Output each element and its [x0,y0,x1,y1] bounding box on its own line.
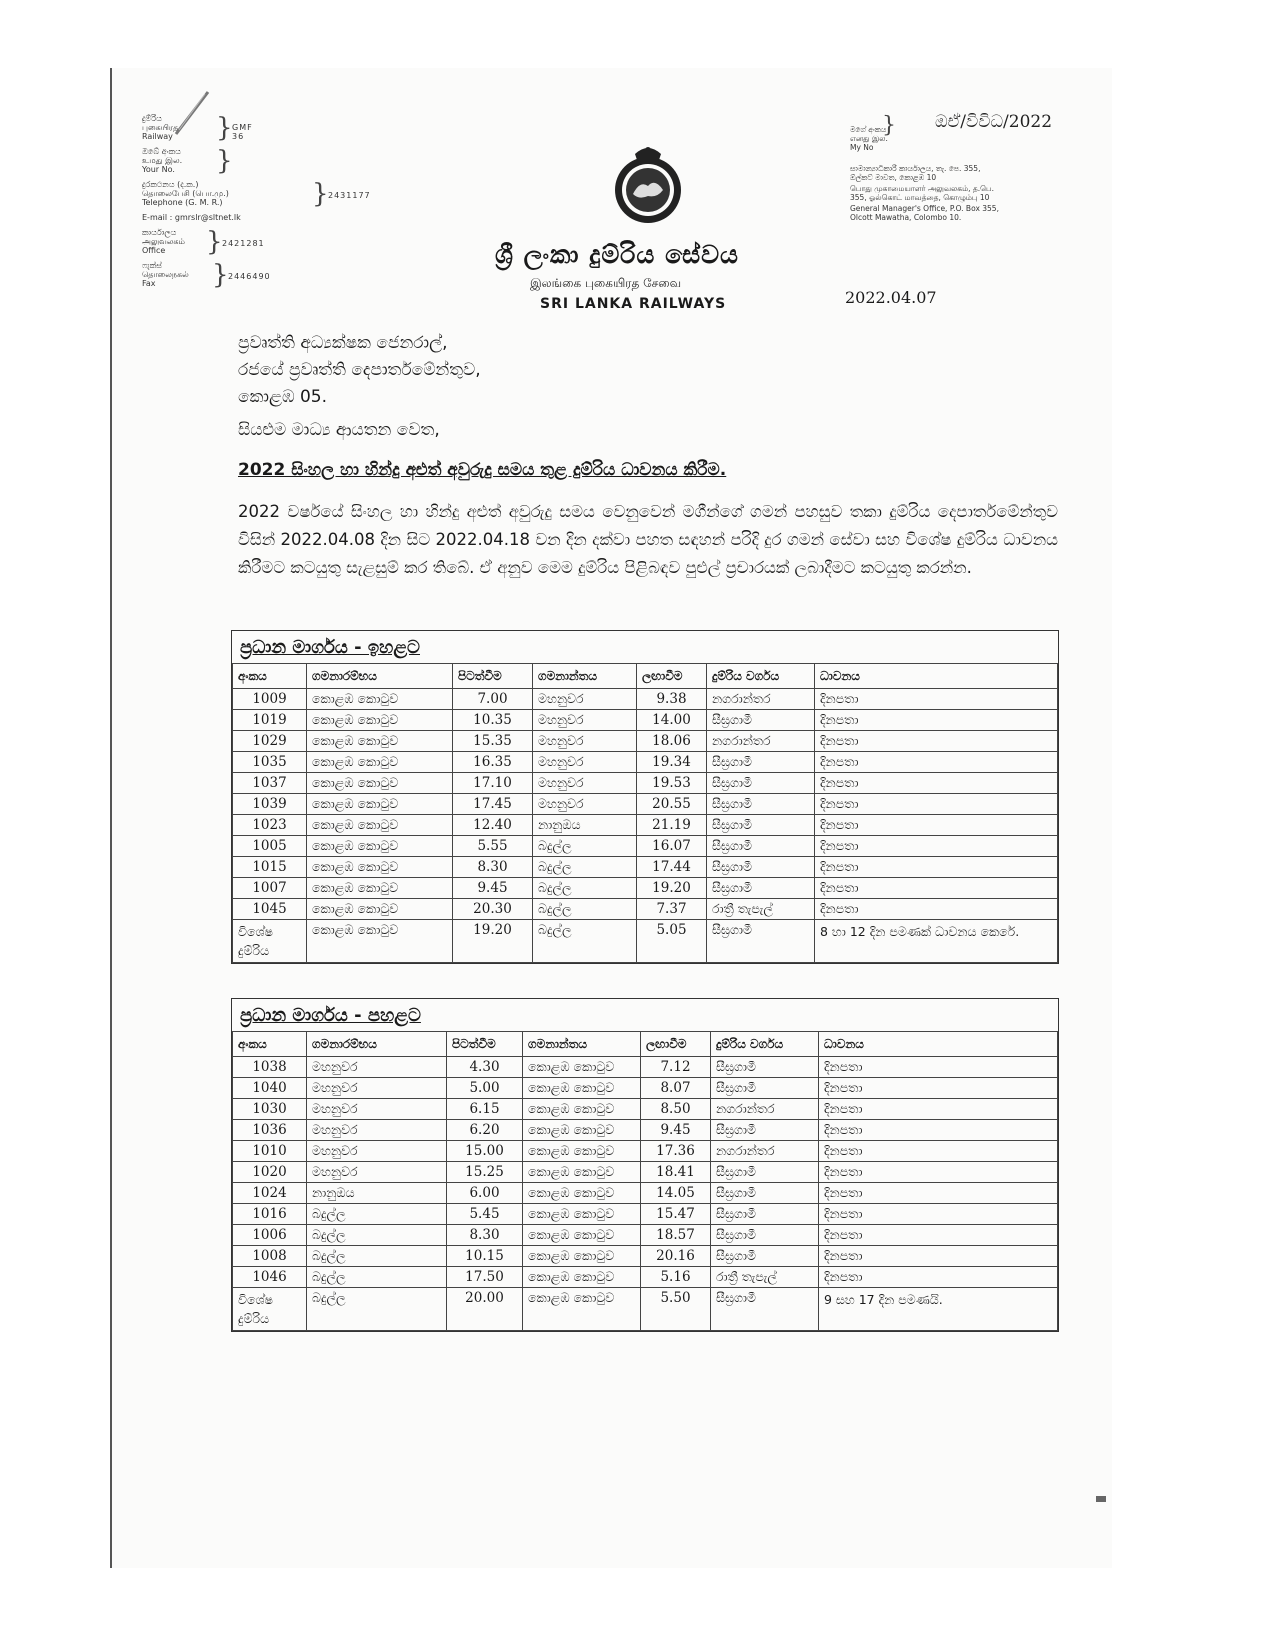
cell-destination: කොළඹ කොටුව [523,1099,641,1120]
cell-origin: මහනුවර [307,1078,447,1099]
cell-destination: කොළඹ කොටුව [523,1141,641,1162]
cell-origin: බදුල්ල [307,1204,447,1225]
cell-train-type: සීඝ්‍රගාමී [711,1120,819,1141]
cell-origin: කොළඹ කොටුව [307,710,453,731]
cell-departure: 4.30 [447,1057,523,1078]
cell-origin: කොළඹ කොටුව [307,794,453,815]
cell-arrival: 5.05 [637,920,707,963]
cell-frequency: දිනපතා [815,836,1058,857]
cell-destination: කොළඹ කොටුව [523,1120,641,1141]
cell-train-number: විශේෂ දුම්රිය [233,920,307,963]
cell-destination: බදුල්ල [533,899,637,920]
cell-origin: කොළඹ කොටුව [307,836,453,857]
header-departure: පිටත්වීම [447,1032,523,1057]
cell-departure: 10.35 [453,710,533,731]
table-title: ප්‍රධාන මාර්ගය - ඉහළට [240,637,420,658]
cell-frequency: දිනපතා [815,773,1058,794]
cell-arrival: 20.16 [641,1246,711,1267]
cell-frequency: දිනපතා [815,899,1058,920]
cell-destination: කොළඹ කොටුව [523,1162,641,1183]
cell-train-number: 1020 [233,1162,307,1183]
recipient-line-2: රජයේ ප්‍රවෘත්ති දෙපාර්තමේන්තුව, [238,360,481,380]
cell-arrival: 9.38 [637,689,707,710]
table-row [233,710,1058,731]
cell-train-number: 1009 [233,689,307,710]
header-departure: පිටත්වීම [453,664,533,689]
cell-destination: බදුල්ල [533,920,637,963]
cell-destination: මහනුවර [533,710,637,731]
cell-origin: කොළඹ කොටුව [307,752,453,773]
table-row [233,1162,1058,1183]
cell-departure: 5.00 [447,1078,523,1099]
cell-destination: කොළඹ කොටුව [523,1078,641,1099]
cell-train-type: සීඝ්‍රගාමී [707,920,815,963]
label-en: Office [142,246,166,255]
cell-frequency: දිනපතා [815,731,1058,752]
header-train-type: දුම්රිය වර්ගය [707,664,815,689]
table-row [233,689,1058,710]
cell-train-type: සීඝ්‍රගාමී [707,752,815,773]
cell-destination: මහනුවර [533,773,637,794]
table-row [233,1267,1058,1288]
cell-train-type: සීඝ්‍රගාමී [711,1288,819,1331]
table-row [233,899,1058,920]
table-header-row [233,664,1058,689]
header-train-number: අංකය [233,1032,307,1057]
header-email [142,213,241,223]
cell-destination: කොළඹ කොටුව [523,1183,641,1204]
cell-departure: 17.45 [453,794,533,815]
cell-frequency: දිනපතා [819,1204,1058,1225]
address-sinhala: සාමාන්‍යාධිකාරී කාර්යාලය, තැ. පෙ. 355, ඕල්කට් මාවත, කොළඹ 10 [850,164,981,182]
cell-train-number: 1040 [233,1078,307,1099]
cell-departure: 15.25 [447,1162,523,1183]
cell-train-number: 1010 [233,1141,307,1162]
table-row [233,815,1058,836]
my-no-value: ඔඒ/විවිධ/2022 [935,112,1053,132]
cell-train-type: සීඝ්‍රගාමී [711,1078,819,1099]
cell-origin: කොළඹ කොටුව [307,731,453,752]
cell-arrival: 20.55 [637,794,707,815]
cell-train-number: 1029 [233,731,307,752]
table-row [233,773,1058,794]
label-en: Telephone (G. M. R.) [142,198,223,207]
timetable-downward [231,998,1059,1332]
cell-frequency: දිනපතා [819,1162,1058,1183]
table-header-row [233,1032,1058,1057]
header-railway-ref [142,113,253,143]
cell-origin: කොළඹ කොටුව [307,773,453,794]
brace-icon: } [882,113,896,138]
myno-label-en: My No [850,143,874,152]
cell-departure: 5.45 [447,1204,523,1225]
cell-frequency: දිනපතා [815,857,1058,878]
cell-origin: මහනුවර [307,1120,447,1141]
cell-arrival: 19.34 [637,752,707,773]
table-row [233,1225,1058,1246]
table-row [233,752,1058,773]
cell-train-number: 1015 [233,857,307,878]
header-arrival: ලඟාවීම [641,1032,711,1057]
cell-origin: මහනුවර [307,1057,447,1078]
recipient-line-1: ප්‍රවෘත්ති අධ්‍යක්ෂක ජෙනරාල්, [238,333,448,353]
myno-label-si: මගේ අංකය [850,125,887,134]
cell-departure: 8.30 [453,857,533,878]
table-row [233,1078,1058,1099]
cell-destination: මහනුවර [533,689,637,710]
cell-departure: 6.20 [447,1120,523,1141]
cell-frequency: 9 සහ 17 දින පමණයි. [819,1288,1058,1331]
label-si: ඔබේ අංකය [142,147,181,156]
label-si: ෆැක්ස් [142,261,162,270]
scan-mark [1096,1496,1106,1502]
letter-date: 2022.04.07 [845,288,937,307]
cell-frequency: 8 හා 12 දින පමණක් ධාවනය කෙරේ. [815,920,1058,963]
header-frequency: ධාවනය [819,1032,1058,1057]
cell-destination: කොළඹ කොටුව [523,1057,641,1078]
cell-frequency: දිනපතා [819,1267,1058,1288]
table-row [233,1120,1058,1141]
cell-train-number: 1016 [233,1204,307,1225]
cell-frequency: දිනපතා [819,1246,1058,1267]
cell-departure: 19.20 [453,920,533,963]
cell-train-type: නගරාන්තර [711,1141,819,1162]
cell-frequency: දිනපතා [819,1120,1058,1141]
header-train-type: දුම්රිය වර්ගය [711,1032,819,1057]
timetable [232,663,1058,963]
cell-arrival: 15.47 [641,1204,711,1225]
table-row [233,1099,1058,1120]
cell-train-type: සීඝ්‍රගාමී [707,878,815,899]
cell-arrival: 5.16 [641,1267,711,1288]
cell-destination: කොළඹ කොටුව [523,1204,641,1225]
table-row [233,878,1058,899]
cell-train-type: සීඝ්‍රගාමී [707,773,815,794]
cell-arrival: 21.19 [637,815,707,836]
cell-train-number: 1037 [233,773,307,794]
cell-origin: කොළඹ කොටුව [307,920,453,963]
cell-arrival: 19.20 [637,878,707,899]
brace-icon: } [206,227,223,257]
header-origin: ගමනාරම්භය [307,1032,447,1057]
fax-value: 2446490 [228,272,271,281]
cell-train-type: සීඝ්‍රගාමී [711,1057,819,1078]
cell-origin: බදුල්ල [307,1288,447,1331]
cell-arrival: 8.50 [641,1099,711,1120]
cell-departure: 9.45 [453,878,533,899]
myno-label-ta: எனது இல. [850,134,888,143]
cell-frequency: දිනපතා [819,1057,1058,1078]
cell-train-type: රාත්‍රී තැපැල් [711,1267,819,1288]
label-ta: புகையிரத [142,123,179,132]
table-body [233,1057,1058,1331]
header-destination: ගමනාන්තය [523,1032,641,1057]
cell-origin: කොළඹ කොටුව [307,878,453,899]
cell-origin: කොළඹ කොටුව [307,899,453,920]
cell-frequency: දිනපතා [815,689,1058,710]
cell-destination: බදුල්ල [533,857,637,878]
label-si: දුරකථනය (ද.ක.) [142,180,199,189]
cell-train-type: සීඝ්‍රගාමී [711,1225,819,1246]
cell-departure: 17.10 [453,773,533,794]
cell-train-number: 1019 [233,710,307,731]
cell-train-number: 1006 [233,1225,307,1246]
cell-train-type: නගරාන්තර [707,731,815,752]
cell-train-number: 1007 [233,878,307,899]
cell-train-number: 1008 [233,1246,307,1267]
table-row [233,731,1058,752]
label-ta: அலுவலகம் [142,237,185,246]
cell-train-type: රාත්‍රී තැපැල් [707,899,815,920]
cell-arrival: 19.53 [637,773,707,794]
cell-origin: මහනුවර [307,1099,447,1120]
letter-body: 2022 වර්ෂයේ සිංහල හා හින්දු අළුත් අවුරුදු සමය වෙනුවෙන් මගීන්ගේ ගමන් පහසුව තකා දුම්රිය දෙපාර්තමේන්තුව විසින් 2022.04.08 දින සිට 2022.04.18 වන දින දක්වා පහත සඳහන් පරිදි දුර ගමන් සේවා සහ විශේෂ දුම්රිය ධාවනය කිරීමට කටයුතු සැළසුම් කර තිබේ. ඒ අනුව මෙම දුම්රිය පිළිබඳව පුළුල් ප්‍රචාරයක් ලබාදීමට කටයුතු කරන්න. [238,502,1058,577]
cell-train-type: නගරාන්තර [711,1099,819,1120]
header-left-contacts [142,113,371,294]
cell-departure: 12.40 [453,815,533,836]
cell-origin: මහනුවර [307,1141,447,1162]
header-frequency: ධාවනය [815,664,1058,689]
cell-train-number: 1023 [233,815,307,836]
cell-frequency: දිනපතා [819,1099,1058,1120]
recipient-line-3: කොළඹ 05. [238,387,327,407]
railway-emblem-logo [605,140,691,226]
cell-arrival: 17.44 [637,857,707,878]
cell-frequency: දිනපතා [815,752,1058,773]
cell-frequency: දිනපතා [815,794,1058,815]
org-name-tamil: இலங்கை புகையிரத சேவை [530,276,682,290]
brace-icon: } [212,260,229,290]
table-row [233,1288,1058,1331]
table-body [233,689,1058,963]
cell-train-type: සීඝ්‍රගාමී [707,836,815,857]
label-si: කාර්යාලය [142,228,177,237]
cell-departure: 20.30 [453,899,533,920]
cell-arrival: 14.00 [637,710,707,731]
cell-departure: 20.00 [447,1288,523,1331]
cell-destination: කොළඹ කොටුව [523,1267,641,1288]
cell-destination: බදුල්ල [533,878,637,899]
header-office [142,227,265,257]
table-title: ප්‍රධාන මාර්ගය - පහළට [240,1005,421,1026]
cell-departure: 15.35 [453,731,533,752]
header-telephone [142,179,371,209]
cell-train-type: සීඝ්‍රගාමී [711,1246,819,1267]
table-row [233,1246,1058,1267]
cell-departure: 5.55 [453,836,533,857]
cell-departure: 15.00 [447,1141,523,1162]
cell-train-number: 1005 [233,836,307,857]
cell-arrival: 8.07 [641,1078,711,1099]
cell-departure: 6.00 [447,1183,523,1204]
label-en: Fax [142,279,156,288]
cell-train-number: 1036 [233,1120,307,1141]
cell-frequency: දිනපතා [819,1078,1058,1099]
cell-destination: මහනුවර [533,752,637,773]
cell-train-number: 1045 [233,899,307,920]
cell-departure: 8.30 [447,1225,523,1246]
cell-frequency: දිනපතා [819,1141,1058,1162]
cell-destination: කොළඹ කොටුව [523,1225,641,1246]
cell-train-number: 1038 [233,1057,307,1078]
cell-arrival: 7.37 [637,899,707,920]
salutation: සියළුම මාධ්‍ය ආයතන වෙත, [238,420,440,440]
org-name-english: SRI LANKA RAILWAYS [540,296,727,312]
label-en: Your No. [142,165,175,174]
cell-departure: 7.00 [453,689,533,710]
table-row [233,920,1058,963]
cell-arrival: 7.12 [641,1057,711,1078]
cell-frequency: දිනපතා [815,710,1058,731]
cell-arrival: 17.36 [641,1141,711,1162]
cell-train-type: සීඝ්‍රගාමී [711,1183,819,1204]
cell-arrival: 18.41 [641,1162,711,1183]
cell-frequency: දිනපතා [815,815,1058,836]
table-row [233,1057,1058,1078]
label-si: දුම්රිය [142,114,162,123]
cell-train-type: සීඝ්‍රගාමී [707,815,815,836]
table-row [233,794,1058,815]
brace-icon: } [312,179,329,209]
cell-origin: නානුඔය [307,1183,447,1204]
brace-icon: } [216,146,233,176]
cell-departure: 10.15 [447,1246,523,1267]
cell-train-type: සීඝ්‍රගාමී [711,1204,819,1225]
table-row [233,857,1058,878]
header-origin: ගමනාරම්භය [307,664,453,689]
cell-destination: කොළඹ කොටුව [523,1246,641,1267]
cell-arrival: 18.06 [637,731,707,752]
cell-destination: නානුඔය [533,815,637,836]
cell-origin: කොළඹ කොටුව [307,857,453,878]
cell-destination: මහනුවර [533,794,637,815]
cell-train-number: 1046 [233,1267,307,1288]
label-en: Railway [142,132,173,141]
telephone-value: 2431177 [328,191,371,200]
address-tamil: பொது முகாமையாளர் அலுவலகம், த.பெ. 355, ஓல்கொட் மாவத்தை, கொழும்பு 10 [850,184,994,202]
timetable-upward [231,630,1059,964]
cell-train-number: 1039 [233,794,307,815]
cell-arrival: 5.50 [641,1288,711,1331]
header-destination: ගමනාන්තය [533,664,637,689]
label-ta: தொலைநகல் [142,270,189,279]
cell-train-type: සීඝ්‍රගාමී [707,857,815,878]
header-fax [142,260,271,290]
cell-origin: බදුල්ල [307,1267,447,1288]
label-ta: உமது இல. [142,156,183,165]
cell-departure: 17.50 [447,1267,523,1288]
cell-frequency: දිනපතා [819,1183,1058,1204]
cell-train-type: සීඝ්‍රගාමී [707,710,815,731]
header-train-number: අංකය [233,664,307,689]
office-value: 2421281 [222,239,265,248]
org-name-sinhala: ශ්‍රී ලංකා දුම්රිය සේවය [495,240,740,269]
cell-arrival: 14.05 [641,1183,711,1204]
cell-departure: 16.35 [453,752,533,773]
cell-train-type: සීඝ්‍රගාමී [711,1162,819,1183]
cell-destination: බදුල්ල [533,836,637,857]
recipient-address [238,330,481,411]
railway-ref-value: GMF 36 [232,123,253,141]
cell-train-type: නගරාන්තර [707,689,815,710]
cell-origin: මහනුවර [307,1162,447,1183]
cell-origin: බදුල්ල [307,1225,447,1246]
cell-destination: මහනුවර [533,731,637,752]
table-row [233,836,1058,857]
cell-train-number: 1035 [233,752,307,773]
cell-origin: කොළඹ කොටුව [307,815,453,836]
address-english: General Manager's Office, P.O. Box 355, Olcott Mawatha, Colombo 10. [850,204,999,222]
label-ta: தொலைபேசி (பொ.மு.) [142,189,229,198]
table-row [233,1204,1058,1225]
cell-departure: 6.15 [447,1099,523,1120]
cell-arrival: 16.07 [637,836,707,857]
cell-train-number: 1024 [233,1183,307,1204]
timetable [232,1031,1058,1331]
table-row [233,1141,1058,1162]
cell-arrival: 9.45 [641,1120,711,1141]
cell-origin: බදුල්ල [307,1246,447,1267]
cell-train-number: විශේෂ දුම්රිය [233,1288,307,1331]
cell-train-type: සීඝ්‍රගාමී [707,794,815,815]
cell-arrival: 18.57 [641,1225,711,1246]
cell-train-number: 1030 [233,1099,307,1120]
cell-destination: කොළඹ කොටුව [523,1288,641,1331]
cell-frequency: දිනපතා [819,1225,1058,1246]
brace-icon: } [216,113,233,143]
table-row [233,1183,1058,1204]
email-label: E-mail : gmrslr@sltnet.lk [142,213,241,222]
cell-origin: කොළඹ කොටුව [307,689,453,710]
header-arrival: ලඟාවීම [637,664,707,689]
cell-frequency: දිනපතා [815,878,1058,899]
letter-subject: 2022 සිංහල හා හින්දු අළුත් අවුරුදු සමය තුළ දුම්රිය ධාවනය කිරීම. [238,460,727,480]
header-your-no [142,147,241,175]
